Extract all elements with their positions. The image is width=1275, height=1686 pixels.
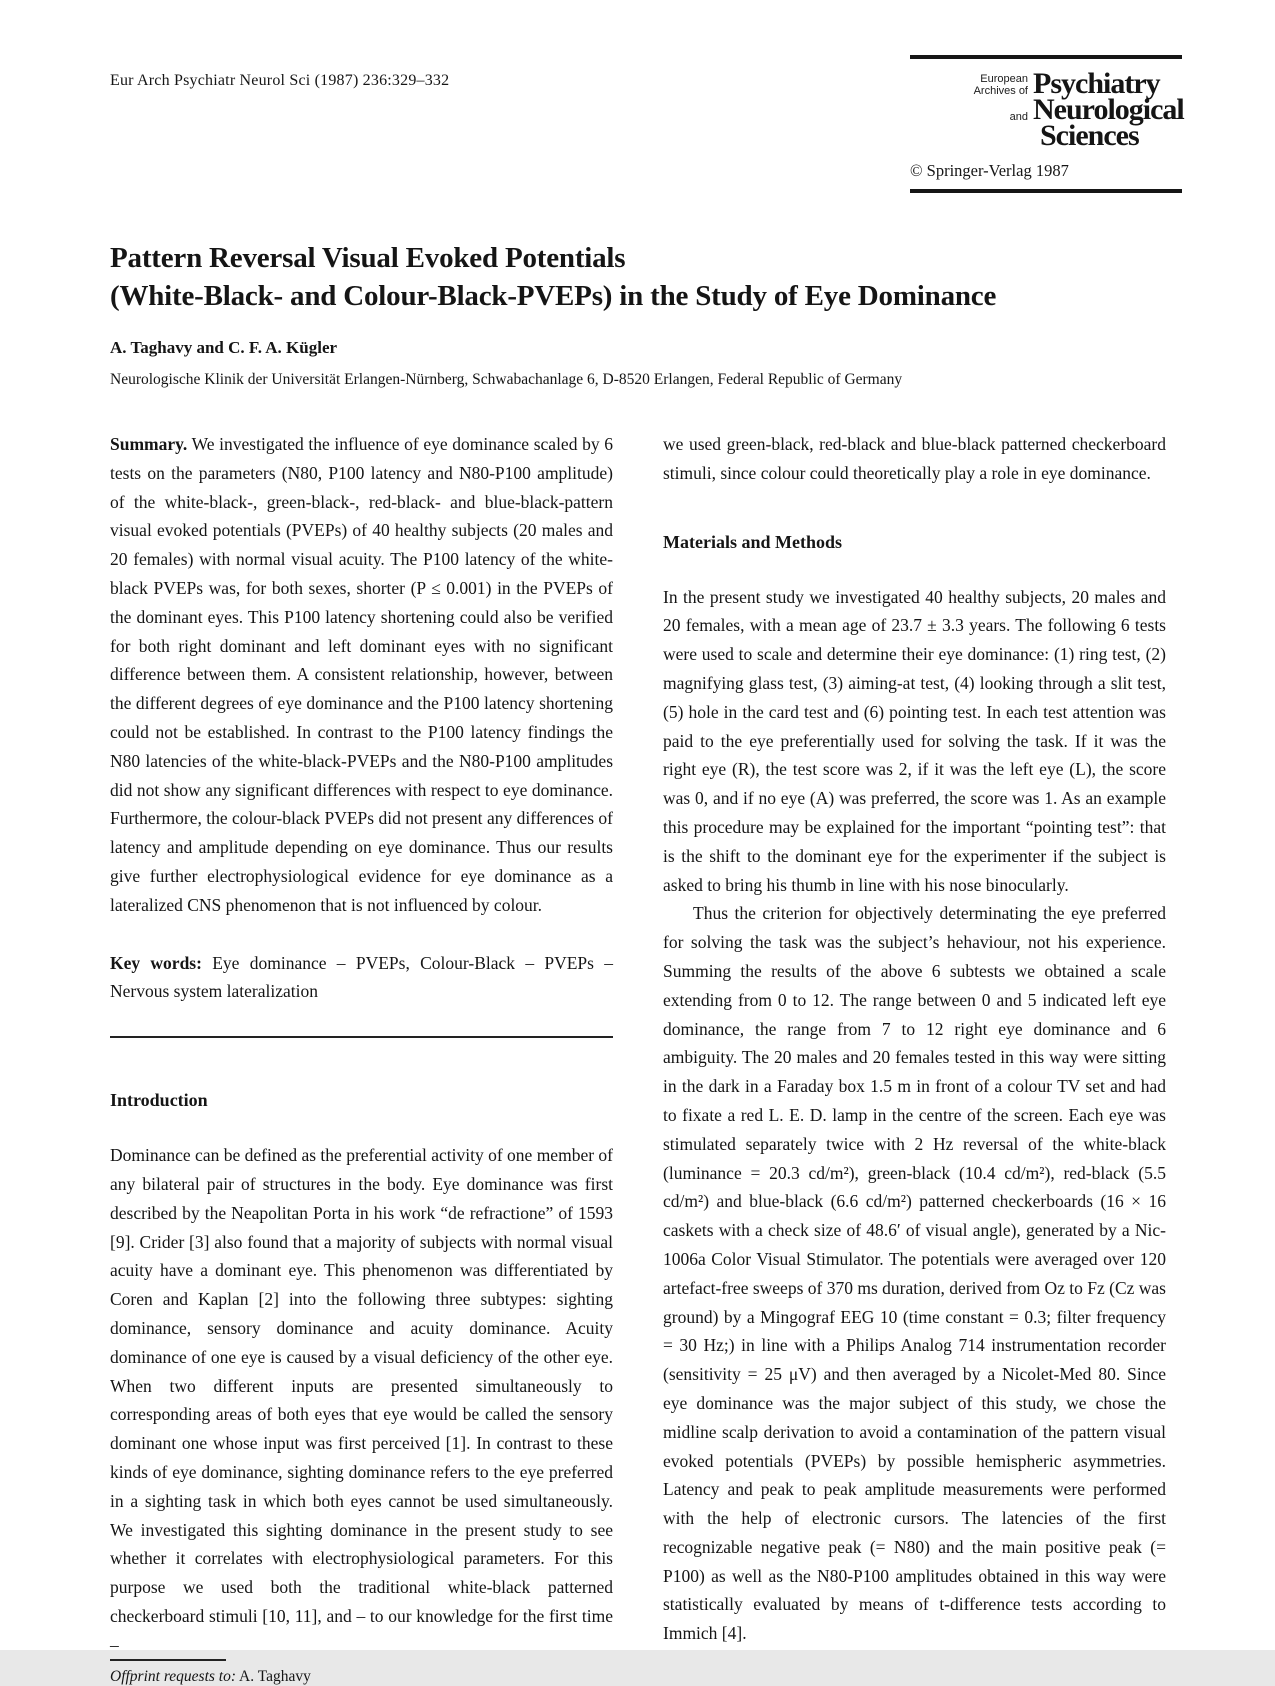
paper-title-line-2: (White-Black- and Colour-Black-PVEPs) in the Study of Eye Dominance <box>110 280 997 313</box>
masthead-archives-of: Archives of <box>973 84 1028 97</box>
two-column-body <box>110 430 1166 1686</box>
publisher-copyright: © Springer-Verlag 1987 <box>910 161 1069 180</box>
methods-paragraph-2: Thus the criterion for objectively determinating the eye preferred for solving the task was the subject’s hehaviour, not his experience. Summing the results of the above 6 subtests we obtained a scale extending from 0 to 12. The range between 0 and 5 indicated left eye dominance, the range from 7 to 12 right eye dominance and 6 ambiguity. The 20 males and 20 females tested in this way were sitting in the dark in a Faraday box 1.5 m in front of a colour TV set and had to fixate a red L. E. D. lamp in the centre of the screen. Each eye was stimulated separately twice with 2 Hz reversal of the white-black (luminance = 20.3 cd/m²), green-black (10.4 cd/m²), red-black (5.5 cd/m²) and blue-black (6.6 cd/m²) patterned checkerboards (16 × 16 caskets with a check size of 48.6′ of visual angle), generated by a Nic-1006a Color Visual Stimulator. The potentials were averaged over 120 artefact-free sweeps of 370 ms duration, derived from Oz to Fz (Cz was ground) by a Mingograf EEG 10 (time constant = 0.3; filter frequency = 30 Hz;) in line with a Philips Analog 714 instrumentation recorder (sensitivity = 25 μV) and then averaged by a Nicolet-Med 80. Since eye dominance was the major subject of this study, we chose the midline scalp derivation to avoid a contamination of the pattern visual evoked potentials (PVEPs) by possible hemispheric asymmetries. Latency and peak to peak amplitude measurements were performed with the help of electronic cursors. The latencies of the first recognizable negative peak (= N80) and the main positive peak (= P100) as well as the N80-P100 amplitudes obtained in this way were statistically evaluated by means of t-difference tests according to Immich [4]. <box>663 903 1166 1644</box>
continuation-paragraph: we used green-black, red-black and blue-black patterned checkerboard stimuli, since colour could theoretically play a role in eye dominance. <box>663 434 1166 483</box>
abstract-text: We investigated the influence of eye dominance scaled by 6 tests on the parameters (N80, P100 latency and N80-P100 amplitude) of the white-black-, green-black-, red-black- and blue-black-pattern visual evoked potentials (PVEPs) of 40 healthy subjects (20 males and 20 females) with normal visual acuity. The P100 latency of the white-black PVEPs was, for both sexes, shorter (P ≤ 0.001) in the PVEPs of the dominant eyes. This P100 latency shortening could also be verified for both right dominant and left dominant eyes with no significant difference between them. A consistent relationship, however, between the different degrees of eye dominance and the P100 latency shortening could not be established. In contrast to the P100 latency findings the N80 latencies of the white-black-PVEPs and the N80-P100 amplitudes did not show any significant differences with respect to eye dominance. Furthermore, the colour-black PVEPs did not present any differences of latency and amplitude depending on eye dominance. Thus our results give further electrophysiological evidence for eye dominance as a lateralized CNS phenomenon that is not influenced by colour. <box>110 434 613 915</box>
journal-citation: Eur Arch Psychiatr Neurol Sci (1987) 236:329–332 <box>110 72 450 89</box>
keywords-lead: Key words: <box>110 952 202 973</box>
section-heading-methods: Materials and Methods <box>663 531 842 552</box>
methods-paragraph-1: In the present study we investigated 40 healthy subjects, 20 males and 20 females, with a mean age of 23.7 ± 3.3 years. The following 6 tests were used to scale and determine their eye dominance: (1) ring test, (2) magnifying glass test, (3) aiming-at test, (4) looking through a slit test, (5) hole in the card test and (6) pointing test. In each test attention was paid to the eye preferentially used for solving the task. If it was the right eye (R), the test score was 2, if it was the left eye (L), the score was 0, and if no eye (A) was preferred, the score was 1. As an example this procedure may be explained for the important “pointing test”: that is the shift to the dominant eye for the experimenter if the subject is asked to bring his thumb in line with his nose binocularly. <box>663 586 1166 895</box>
footnote-rule <box>110 1659 226 1661</box>
paper-title-line-1: Pattern Reversal Visual Evoked Potentials <box>110 242 626 275</box>
right-column <box>663 430 1166 1644</box>
offprint-footnote <box>110 1659 613 1686</box>
left-column <box>110 430 613 1686</box>
journal-name-sciences: Sciences <box>1040 119 1139 152</box>
affiliation: Neurologische Klinik der Universität Erlangen-Nürnberg, Schwabachanlage 6, D-8520 Erlangen, Federal Republic of Germany <box>110 371 903 388</box>
masthead-and: and <box>1009 110 1028 123</box>
footnote-text <box>110 1668 613 1686</box>
authors: A. Taghavy and C. F. A. Kügler <box>110 338 338 357</box>
keywords-text: Eye dominance – PVEPs, Colour-Black – PVEPs – Nervous system lateralization <box>110 952 613 1002</box>
section-heading-introduction: Introduction <box>110 1090 208 1111</box>
journal-name-psychiatry: Psychiatry <box>1033 67 1160 100</box>
abstract-lead: Summary. <box>110 434 188 454</box>
masthead-european: European <box>980 73 1028 85</box>
abstract-separator-rule <box>110 1036 613 1038</box>
keywords-paragraph <box>110 949 613 1007</box>
footnote-value: A. Taghavy <box>236 1668 311 1686</box>
introduction-paragraph: Dominance can be defined as the preferential activity of one member of any bilateral pair of structures in the body. Eye dominance was first described by the Neapolitan Porta in his work “de refractione” of 1593 [9]. Crider [3] also found that a majority of subjects with normal visual acuity have a dominant eye. This phenomenon was differentiated by Coren and Kaplan [2] into the following three subtypes: sighting dominance, sensory dominance and acuity dominance. Acuity dominance of one eye is caused by a visual deficiency of the other eye. When two different inputs are presented simultaneously to corresponding areas of both eyes that eye would be called the sensory dominant one whose input was first perceived [1]. In contrast to these kinds of eye dominance, sighting dominance refers to the eye preferred in a sighting task in which both eyes cannot be used simultaneously. We investigated this sighting dominance in the present study to see whether it correlates with electrophysiological parameters. For this purpose we used both the traditional white-black patterned checkerboard stimuli [10, 11], and – to our knowledge for the first time – <box>110 1145 613 1655</box>
journal-masthead <box>910 55 1182 193</box>
footnote-lead: Offprint requests to: <box>110 1668 237 1686</box>
masthead-line-3 <box>910 119 1182 152</box>
masthead-small-label <box>910 74 1033 97</box>
journal-name-neurological: Neurological <box>1033 93 1184 126</box>
abstract-paragraph <box>110 430 613 920</box>
paper-title <box>110 239 1120 315</box>
